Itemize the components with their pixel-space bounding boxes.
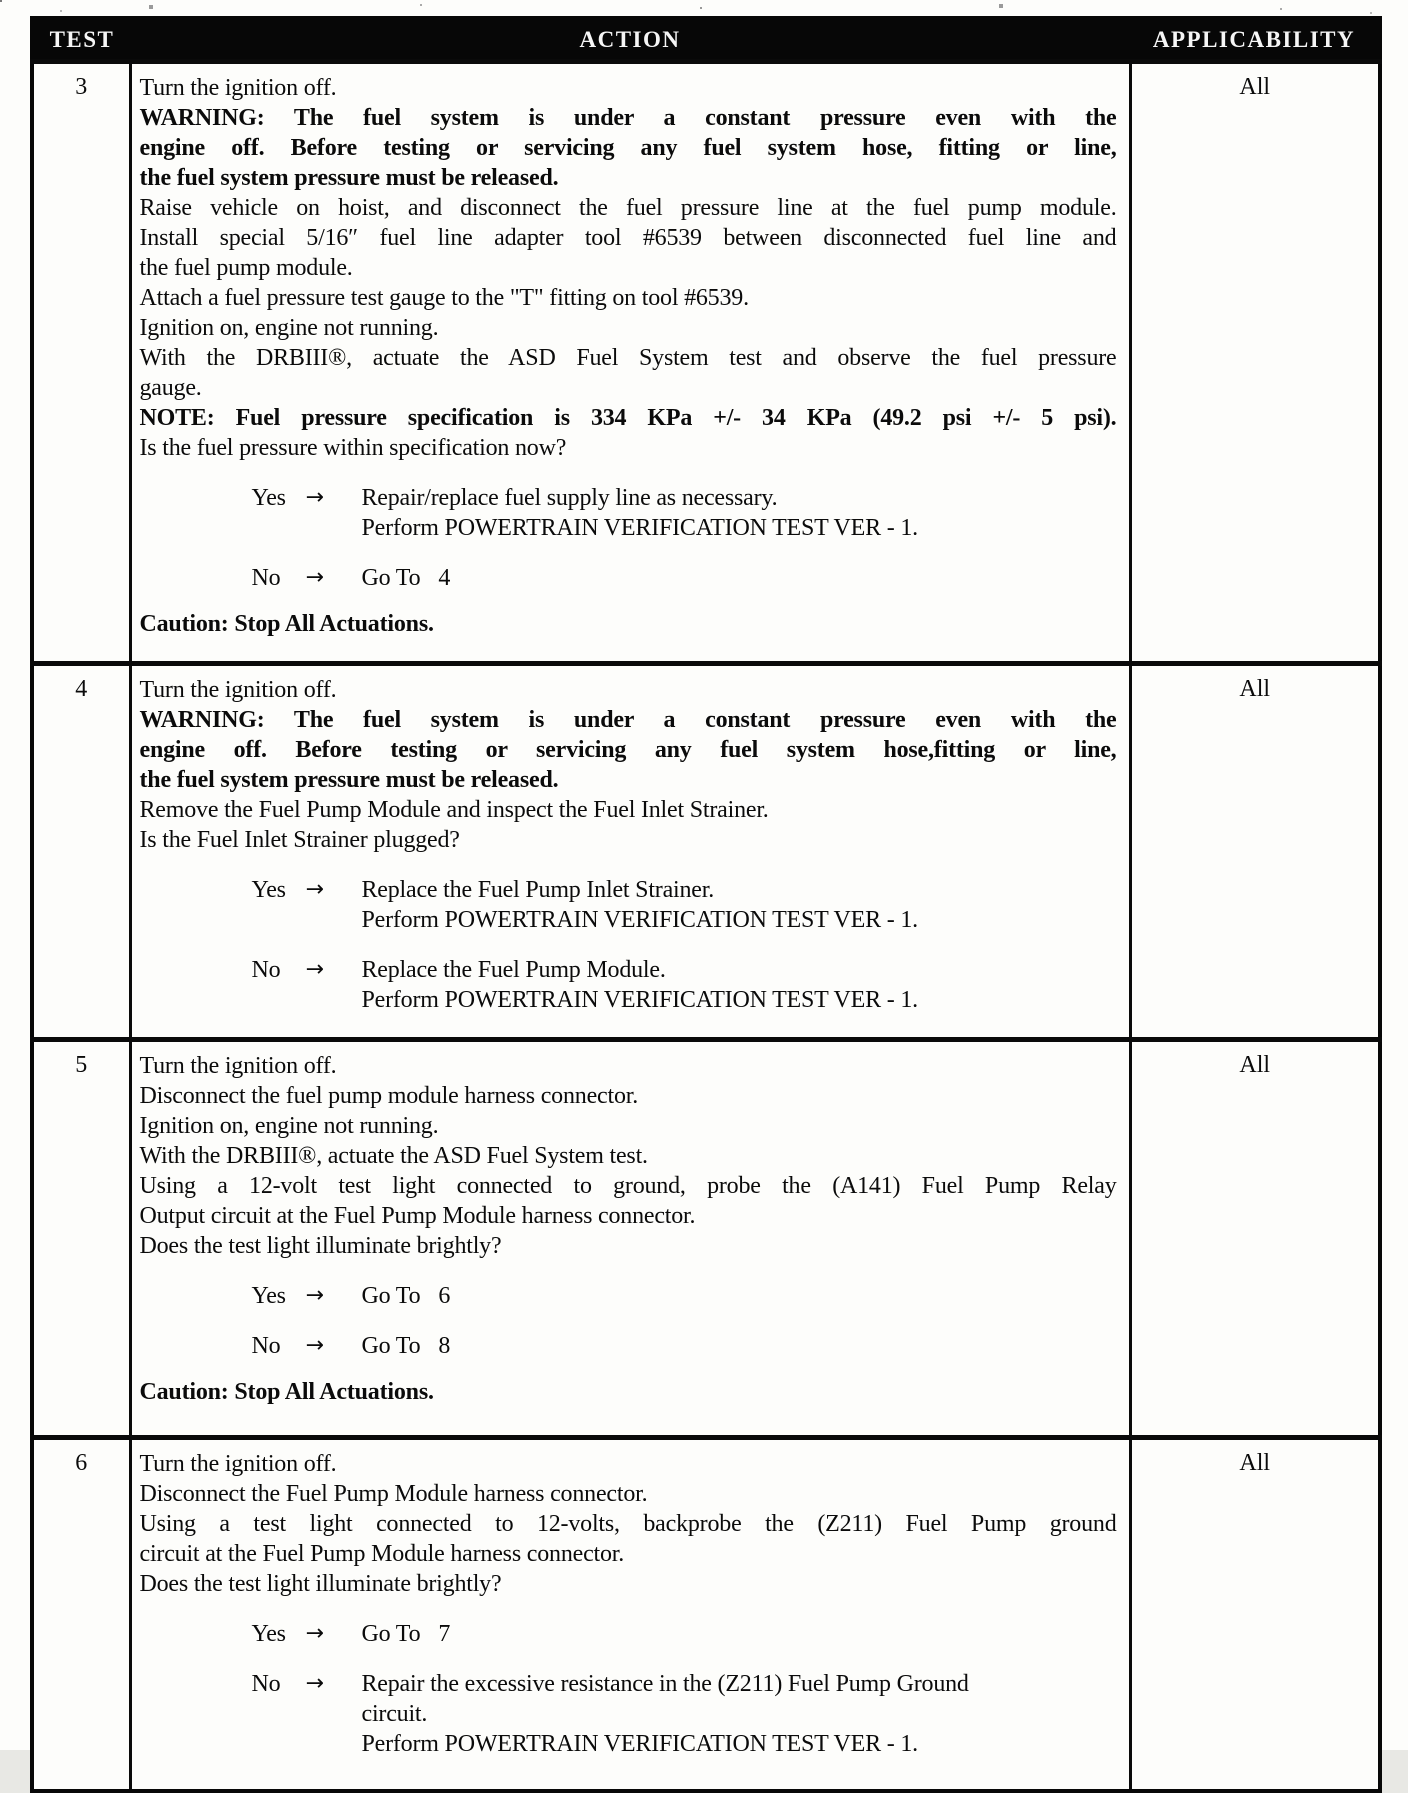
action-line-emphasis: NOTE: Fuel pressure specification is 334 KPa +/- 34 KPa (49.2 psi +/- 5 psi).	[139, 405, 1117, 431]
action-line: Turn the ignition off.	[139, 677, 337, 703]
result-line: Replace the Fuel Pump Module.	[361, 957, 666, 983]
column-header-action: ACTION	[130, 18, 1130, 62]
goto-line	[362, 1619, 1117, 1649]
action-cell	[130, 1438, 1130, 1792]
action-line: Disconnect the fuel pump module harness connector.	[139, 1083, 639, 1109]
action-line: the fuel pump module.	[139, 255, 353, 281]
result-line: Perform POWERTRAIN VERIFICATION TEST VER - 1.	[361, 907, 918, 933]
action-line: Remove the Fuel Pump Module and inspect the Fuel Inlet Strainer.	[139, 797, 769, 823]
applicability-value: All	[1130, 62, 1380, 664]
test-row-3	[32, 62, 1380, 664]
goto-line	[362, 1281, 1117, 1311]
result-line: Repair the excessive resistance in the (Z211) Fuel Pump Ground	[361, 1671, 969, 1697]
goto-label: Go To	[361, 1621, 421, 1647]
action-line: Is the Fuel Inlet Strainer plugged?	[139, 827, 460, 853]
goto-target: 4	[438, 565, 451, 591]
decision-no	[252, 955, 1117, 1015]
action-line: Turn the ignition off.	[139, 1053, 337, 1079]
decision-result	[362, 1331, 1117, 1361]
action-line: With the DRBIII®, actuate the ASD Fuel System test and observe the fuel pressure	[139, 345, 1117, 371]
table-body	[32, 62, 1380, 1792]
arrow-icon: →	[305, 1283, 324, 1308]
action-line: circuit at the Fuel Pump Module harness connector.	[139, 1541, 625, 1567]
test-row-5	[32, 1040, 1380, 1438]
caution-line: Caution: Stop All Actuations.	[139, 1379, 434, 1405]
action-line-emphasis: the fuel system pressure must be released.	[139, 165, 559, 191]
decision-yes	[252, 1281, 1117, 1311]
result-line: circuit.	[361, 1701, 428, 1727]
action-cell	[130, 62, 1130, 664]
decision-result	[362, 1619, 1117, 1649]
decision-answer: No	[251, 1333, 281, 1359]
action-line: Disconnect the Fuel Pump Module harness connector.	[139, 1481, 648, 1507]
decision-result	[362, 563, 1117, 593]
goto-target: 7	[438, 1621, 451, 1647]
arrow-icon: →	[305, 1621, 324, 1646]
test-number: 4	[32, 664, 130, 1040]
action-line-emphasis: WARNING: The fuel system is under a constant pressure even with the	[139, 707, 1117, 733]
action-line: Is the fuel pressure within specification now?	[139, 435, 567, 461]
applicability-value: All	[1130, 1040, 1380, 1438]
arrow-icon: →	[305, 1671, 324, 1696]
action-line: Turn the ignition off.	[139, 1451, 337, 1477]
action-line: Attach a fuel pressure test gauge to the "T" fitting on tool #6539.	[139, 285, 749, 311]
decision-answer: Yes	[251, 1621, 286, 1647]
caution-line: Caution: Stop All Actuations.	[139, 611, 434, 637]
diagnostic-table	[30, 16, 1382, 1793]
action-line: Install special 5/16″ fuel line adapter tool #6539 between disconnected fuel line and	[139, 225, 1117, 251]
arrow-icon: →	[305, 957, 324, 982]
goto-label: Go To	[361, 1283, 421, 1309]
goto-line	[362, 563, 1117, 593]
goto-label: Go To	[361, 565, 421, 591]
action-line: With the DRBIII®, actuate the ASD Fuel System test.	[139, 1143, 648, 1169]
decision-result	[362, 1669, 1117, 1759]
action-line-emphasis: engine off. Before testing or servicing any fuel system hose,fitting or line,	[139, 737, 1117, 763]
action-line-emphasis: engine off. Before testing or servicing any fuel system hose, fitting or line,	[139, 135, 1117, 161]
action-line: Using a test light connected to 12-volts, backprobe the (Z211) Fuel Pump ground	[139, 1511, 1117, 1537]
action-line: Does the test light illuminate brightly?	[139, 1571, 502, 1597]
decision-answer: Yes	[251, 877, 286, 903]
test-row-4	[32, 664, 1380, 1040]
decision-answer: Yes	[251, 1283, 286, 1309]
goto-target: 6	[438, 1283, 451, 1309]
column-header-test: TEST	[32, 18, 130, 62]
decision-no	[252, 1669, 1117, 1759]
decision-answer: No	[251, 565, 281, 591]
decision-yes	[252, 1619, 1117, 1649]
decision-no	[252, 1331, 1117, 1361]
test-row-6	[32, 1438, 1380, 1792]
action-line: Output circuit at the Fuel Pump Module harness connector.	[139, 1203, 696, 1229]
applicability-value: All	[1130, 1438, 1380, 1792]
scan-noise	[0, 0, 2, 2]
decision-answer: Yes	[251, 485, 286, 511]
decision-yes	[252, 875, 1117, 935]
table-header-row	[32, 18, 1380, 62]
action-line: Turn the ignition off.	[139, 75, 337, 101]
action-cell	[130, 664, 1130, 1040]
action-line: Using a 12-volt test light connected to ground, probe the (A141) Fuel Pump Relay	[139, 1173, 1117, 1199]
column-header-applicability: APPLICABILITY	[1130, 18, 1380, 62]
goto-line	[362, 1331, 1117, 1361]
test-number: 5	[32, 1040, 130, 1438]
action-line-emphasis: the fuel system pressure must be released.	[139, 767, 559, 793]
result-line: Perform POWERTRAIN VERIFICATION TEST VER - 1.	[361, 515, 918, 541]
decision-result	[362, 483, 1117, 543]
goto-target: 8	[438, 1333, 451, 1359]
decision-result	[362, 875, 1117, 935]
arrow-icon: →	[305, 565, 324, 590]
decision-result	[362, 955, 1117, 1015]
arrow-icon: →	[305, 877, 324, 902]
action-line-emphasis: WARNING: The fuel system is under a constant pressure even with the	[139, 105, 1117, 131]
decision-answer: No	[251, 957, 281, 983]
decision-no	[252, 563, 1117, 593]
decision-yes	[252, 483, 1117, 543]
action-line: Ignition on, engine not running.	[139, 315, 439, 341]
goto-label: Go To	[361, 1333, 421, 1359]
result-line: Repair/replace fuel supply line as necessary.	[361, 485, 778, 511]
result-line: Replace the Fuel Pump Inlet Strainer.	[361, 877, 715, 903]
action-line: gauge.	[139, 375, 202, 401]
applicability-value: All	[1130, 664, 1380, 1040]
decision-answer: No	[251, 1671, 281, 1697]
result-line: Perform POWERTRAIN VERIFICATION TEST VER - 1.	[361, 987, 918, 1013]
test-number: 3	[32, 62, 130, 664]
decision-result	[362, 1281, 1117, 1311]
action-line: Ignition on, engine not running.	[139, 1113, 439, 1139]
test-number: 6	[32, 1438, 130, 1792]
action-line: Raise vehicle on hoist, and disconnect the fuel pressure line at the fuel pump module.	[139, 195, 1117, 221]
action-line: Does the test light illuminate brightly?	[139, 1233, 502, 1259]
arrow-icon: →	[305, 485, 324, 510]
action-cell	[130, 1040, 1130, 1438]
arrow-icon: →	[305, 1333, 324, 1358]
result-line: Perform POWERTRAIN VERIFICATION TEST VER - 1.	[361, 1731, 918, 1757]
